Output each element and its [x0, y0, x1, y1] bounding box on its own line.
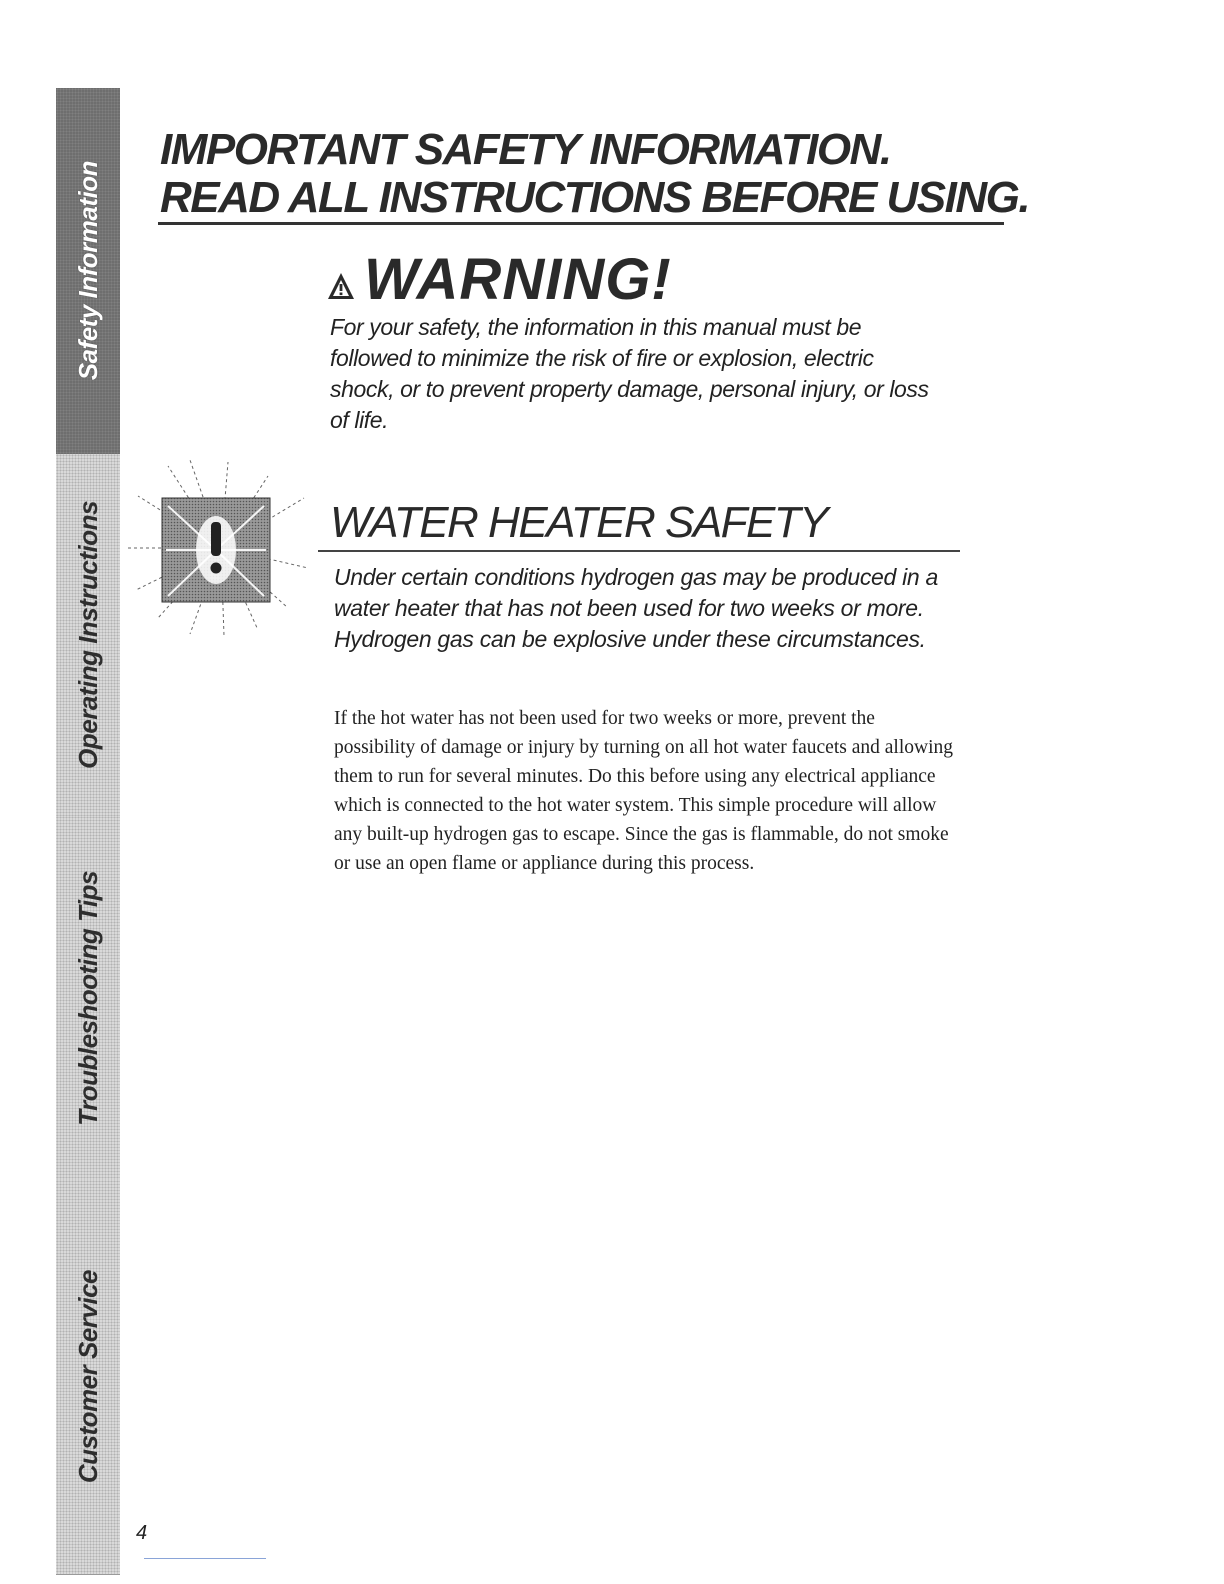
- title-line-1: IMPORTANT SAFETY INFORMATION.: [160, 125, 891, 174]
- tab-operating-instructions[interactable]: [56, 454, 120, 817]
- warning-title: WARNING!: [364, 247, 672, 312]
- footer-line: [144, 1558, 266, 1559]
- tab-troubleshooting-tips[interactable]: [56, 816, 120, 1181]
- tab-label: Safety Information: [72, 161, 103, 381]
- page-title: [160, 125, 1030, 222]
- tab-label: Troubleshooting Tips: [72, 870, 103, 1126]
- tab-label: Customer Service: [72, 1270, 103, 1484]
- tab-customer-service[interactable]: [56, 1180, 120, 1575]
- title-line-2: READ ALL INSTRUCTIONS BEFORE USING.: [160, 173, 1030, 222]
- exclamation-burst-icon: [128, 458, 314, 638]
- page-number: 4: [136, 1522, 148, 1544]
- side-tab-strip: [56, 88, 120, 1576]
- title-divider: [158, 222, 1004, 225]
- section-title: WATER HEATER SAFETY: [330, 498, 828, 547]
- warning-triangle-icon: [326, 271, 356, 301]
- warning-text: For your safety, the information in this manual must be followed to minimize the risk of fire or explosion, electric shock, or to prevent property damage, personal injury, or loss of life.: [330, 314, 929, 433]
- warning-heading: [326, 246, 672, 313]
- section-divider: [318, 550, 960, 552]
- tab-safety-information[interactable]: [56, 88, 120, 455]
- section-body-text: If the hot water has not been used for two weeks or more, prevent the possibility of damage or injury by turning on all hot water faucets and allowing them to run for several minutes. Do this before using any electrical appliance which is connected to the hot water system. This simple procedure will allow any built-up hydrogen gas to escape. Since the gas is flammable, do not smoke or use an open flame or appliance during this process.: [334, 708, 953, 874]
- tab-label: Operating Instructions: [72, 501, 103, 769]
- section-lead-text: Under certain conditions hydrogen gas may be produced in a water heater that has not been used for two weeks or more. Hydrogen gas can be explosive under these circumstances.: [334, 564, 938, 652]
